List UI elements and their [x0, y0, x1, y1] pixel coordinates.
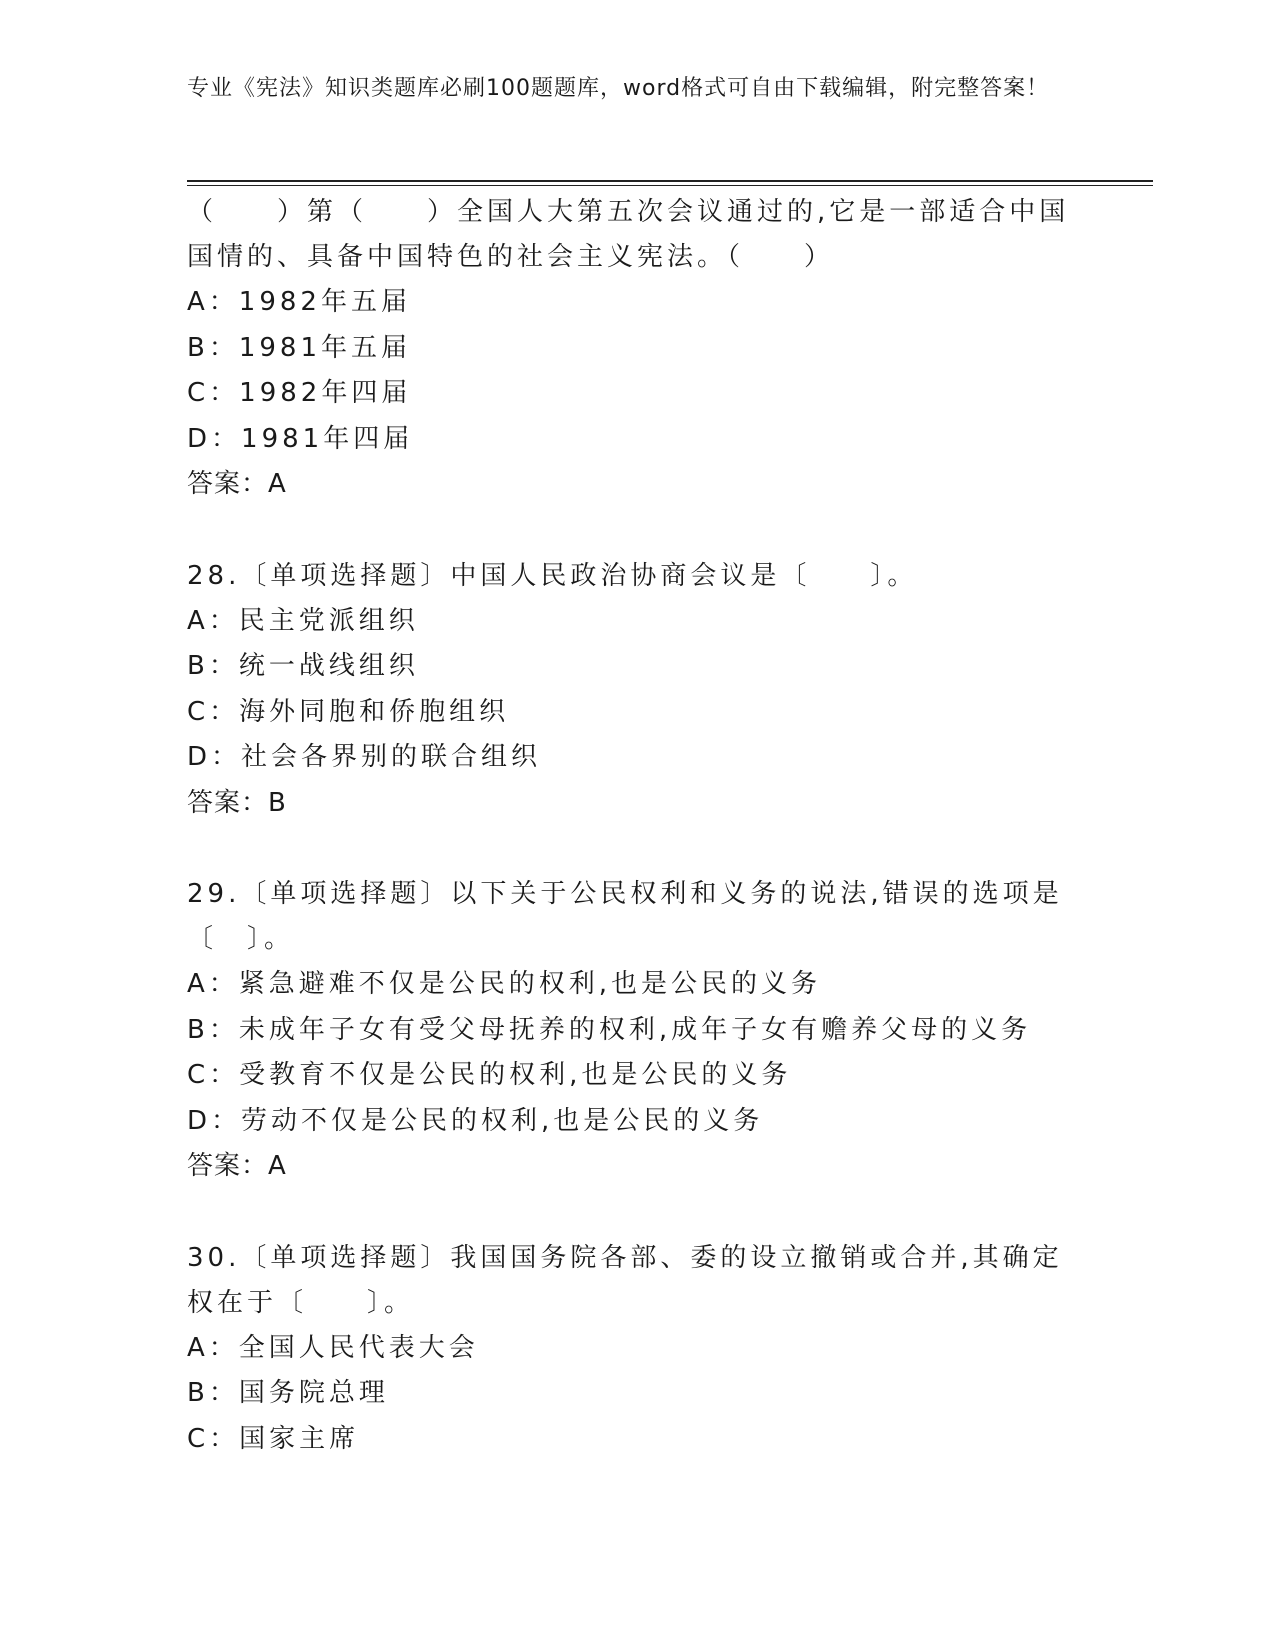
answer-line: 答案：A: [187, 469, 287, 499]
option-a: A：紧急避难不仅是公民的权利,也是公民的义务: [187, 969, 822, 999]
question-text: （ ）第（ ）全国人大第五次会议通过的,它是一部适合中国国情的、具备中国特色的社会主义宪法。（ ）: [187, 197, 1070, 272]
question-30: [187, 1236, 1087, 1463]
header-rule-thin: [187, 185, 1153, 186]
option-c: C：受教育不仅是公民的权利,也是公民的义务: [187, 1060, 792, 1090]
document-header: 专业《宪法》知识类题库必刷100题题库，word格式可自由下载编辑，附完整答案！: [187, 76, 1050, 101]
question-text: 28.〔单项选择题〕中国人民政治协商会议是〔 〕。: [187, 560, 918, 591]
question-text: 29.〔单项选择题〕以下关于公民权利和义务的说法,错误的选项是〔 〕。: [187, 879, 1063, 954]
question-27: [187, 190, 1087, 508]
option-c: C：国家主席: [187, 1423, 360, 1454]
option-c: C：海外同胞和侨胞组织: [187, 696, 510, 727]
option-a: A：1982年五届: [187, 287, 411, 317]
option-d: D：社会各界别的联合组织: [187, 742, 542, 772]
option-a: A：全国人民代表大会: [187, 1332, 479, 1363]
answer-line: 答案：B: [187, 787, 287, 818]
option-b: B：1981年五届: [187, 332, 412, 363]
answer-line: 答案：A: [187, 1151, 287, 1181]
question-text: 30.〔单项选择题〕我国国务院各部、委的设立撤销或合并,其确定权在于〔 〕。: [187, 1242, 1063, 1318]
option-b: B：国务院总理: [187, 1378, 389, 1408]
option-b: B：统一战线组织: [187, 651, 419, 681]
header-rule-thick: [187, 180, 1153, 182]
option-d: D：劳动不仅是公民的权利,也是公民的义务: [187, 1105, 764, 1136]
option-c: C：1982年四届: [187, 378, 412, 408]
option-b: B：未成年子女有受父母抚养的权利,成年子女有赡养父母的义务: [187, 1014, 1032, 1045]
question-28: [187, 554, 1087, 827]
question-29: [187, 872, 1087, 1190]
question-list: [187, 190, 1087, 1508]
option-d: D：1981年四届: [187, 423, 414, 454]
option-a: A：民主党派组织: [187, 605, 419, 636]
